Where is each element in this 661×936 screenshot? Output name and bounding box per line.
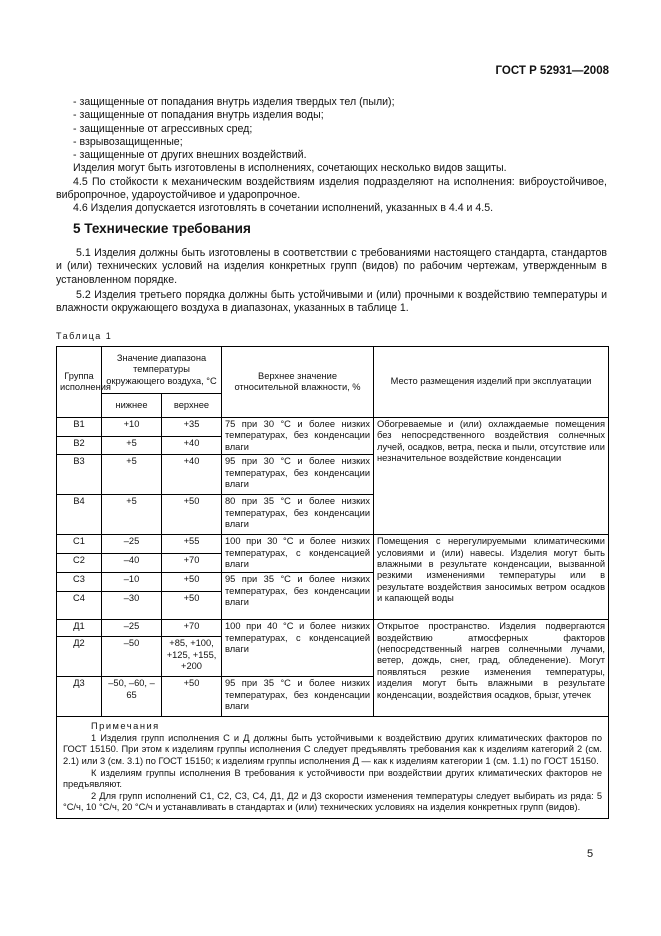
table-caption: Таблица 1 — [56, 331, 113, 341]
table-cell-upper: +40 — [162, 455, 222, 495]
document-header: ГОСТ Р 52931—2008 — [495, 65, 609, 77]
page-number: 5 — [587, 848, 594, 860]
table-cell-lower: –30 — [102, 592, 162, 620]
bullet-item: - взрывозащищенные; — [73, 135, 183, 148]
table-cell-group: В3 — [57, 455, 102, 495]
table-cell-group: Д2 — [57, 637, 102, 677]
header-group: Группа исполнения — [57, 347, 102, 418]
table-cell-upper: +70 — [162, 554, 222, 573]
table-notes — [57, 717, 609, 819]
table-cell-humidity: 75 при 30 °С и более низких температурах, без конденсации влаги — [222, 418, 374, 455]
table-cell-group: В4 — [57, 495, 102, 535]
table-cell-upper: +50 — [162, 677, 222, 717]
table-cell-lower: +5 — [102, 495, 162, 535]
table-cell-humidity: 95 при 35 °С и более низких температурах, без конденсации влаги — [222, 573, 374, 620]
table-cell-lower: +5 — [102, 455, 162, 495]
climate-table — [56, 346, 609, 819]
table-cell-humidity: 100 при 40 °С и более низких температурах, с конденсацией влаги — [222, 620, 374, 677]
table-cell-group: Д1 — [57, 620, 102, 637]
table-cell-humidity: 80 при 35 °С и более низких температурах, без конденсации влаги — [222, 495, 374, 535]
table-cell-group: В1 — [57, 418, 102, 437]
table-cell-group: Д3 — [57, 677, 102, 717]
table-cell-lower: –50 — [102, 637, 162, 677]
paragraph-5-1: 5.1 Изделия должны быть изготовлены в соответствии с требованиями настоящего стандарта, стандартов и (или) технических условий на изделия конкретных групп (видов) по рабочим чертежам, утвержденным в установленном порядке. — [56, 247, 607, 286]
table-cell-upper: +55 — [162, 535, 222, 554]
table-cell-lower: –10 — [102, 573, 162, 592]
table-cell-location: Открытое пространство. Изделия подвергаются воздействию атмосферных факторов (непосредственный нагрев солнечными лучами, ветер, дождь, снег, град, обледенение). Могут появляться резкие изменения температуры, изделия могут быть влажными в результате конденсации, воздействия осадков, брызг, утечек — [374, 620, 609, 717]
section-title: 5 Технические требования — [73, 221, 251, 236]
header-location: Место размещения изделий при эксплуатации — [374, 347, 609, 418]
table-cell-upper: +50 — [162, 592, 222, 620]
paragraph-5-2: 5.2 Изделия третьего порядка должны быть устойчивыми и (или) прочными к воздействию температуры и влажности окружающего воздуха в диапазонах, указанных в таблице 1. — [56, 288, 607, 315]
header-temp-range: Значение диапазона температуры окружающего воздуха, °С — [102, 347, 222, 394]
table-cell-group: С3 — [57, 573, 102, 592]
table-cell-lower: –40 — [102, 554, 162, 573]
bullet-item: - защищенные от попадания внутрь изделия воды; — [73, 109, 324, 122]
header-upper: верхнее — [162, 394, 222, 418]
table-cell-lower: +5 — [102, 436, 162, 455]
header-humidity: Верхнее значение относительной влажности, % — [222, 347, 374, 418]
table-cell-upper: +50 — [162, 495, 222, 535]
table-cell-group: С4 — [57, 592, 102, 620]
table-cell-lower: –50, –60, –65 — [102, 677, 162, 717]
bullet-item: - защищенные от попадания внутрь изделия твердых тел (пыли); — [73, 96, 395, 108]
combined-protection-text: Изделия могут быть изготовлены в исполнениях, сочетающих несколько видов защиты. — [73, 162, 507, 175]
section-5-body — [56, 247, 607, 315]
table-cell-upper: +50 — [162, 573, 222, 592]
paragraph-4-6: 4.6 Изделия допускается изготовлять в сочетании исполнений, указанных в 4.4 и 4.5. — [73, 202, 494, 215]
table-cell-location: Помещения с нерегулируемыми климатическими условиями и (или) навесы. Изделия могут быть влажными в результате конденсации, вызванной резкими изменениями температуры или в результате воздействия заносимых ветром осадков и капающей воды — [374, 535, 609, 620]
table-cell-upper: +70 — [162, 620, 222, 637]
bullet-item: - защищенные от других внешних воздействий. — [73, 149, 307, 162]
intro-block — [56, 96, 607, 216]
notes-heading: Примечания — [91, 721, 160, 732]
table-cell-group: В2 — [57, 436, 102, 455]
table-cell-lower: +10 — [102, 418, 162, 437]
bullet-item: - защищенные от агрессивных сред; — [73, 122, 253, 135]
table-cell-group: С1 — [57, 535, 102, 554]
paragraph-4-5: 4.5 По стойкости к механическим воздействиям изделия подразделяют на исполнения: виброустойчивое, вибропрочное, удароустойчивое и ударопрочное. — [56, 175, 607, 202]
table-cell-lower: –25 — [102, 535, 162, 554]
table-cell-humidity: 95 при 35 °С и более низких температурах, без конденсации влаги — [222, 677, 374, 717]
table-cell-group: С2 — [57, 554, 102, 573]
table-cell-upper: +40 — [162, 436, 222, 455]
table-cell-location: Обогреваемые и (или) охлаждаемые помещения без непосредственного воздействия солнечных лучей, осадков, ветра, песка и пыли, отсутствие или незначительное воздействие конденсации — [374, 418, 609, 535]
table-cell-humidity: 100 при 30 °С и более низких температурах, с конденсацией влаги — [222, 535, 374, 573]
header-lower: нижнее — [102, 394, 162, 418]
table-cell-lower: –25 — [102, 620, 162, 637]
note-1: 1 Изделия групп исполнения С и Д должны быть устойчивыми к воздействию других климатических факторов по ГОСТ 15150. При этом к изделиям группы исполнения С следует предъявлять требования как к изделиям категорий 2 (см. 2.1) или 3 (см. 3.1) по ГОСТ 15150; к изделиям группы исполнения Д — как к изделиям категории 1 (см. 1.1) по ГОСТ 15150. — [63, 732, 603, 766]
note-1-continued: К изделиям группы исполнения В требования к устойчивости при воздействии других климатических факторов не предъявляют. — [63, 767, 603, 790]
table-cell-upper: +85, +100, +125, +155, +200 — [162, 637, 222, 677]
note-2: 2 Для групп исполнений С1, С2, С3, С4, Д1, Д2 и Д3 скорости изменения температуры следует выбирать из ряда: 5 °С/ч, 10 °С/ч, 20 °С/ч и устанавливать в стандартах и (или) технических условиях на изделия конкретных групп (видов). — [63, 790, 603, 813]
table-cell-humidity: 95 при 30 °С и более низких температурах, без конденсации влаги — [222, 455, 374, 495]
table-cell-upper: +35 — [162, 418, 222, 437]
